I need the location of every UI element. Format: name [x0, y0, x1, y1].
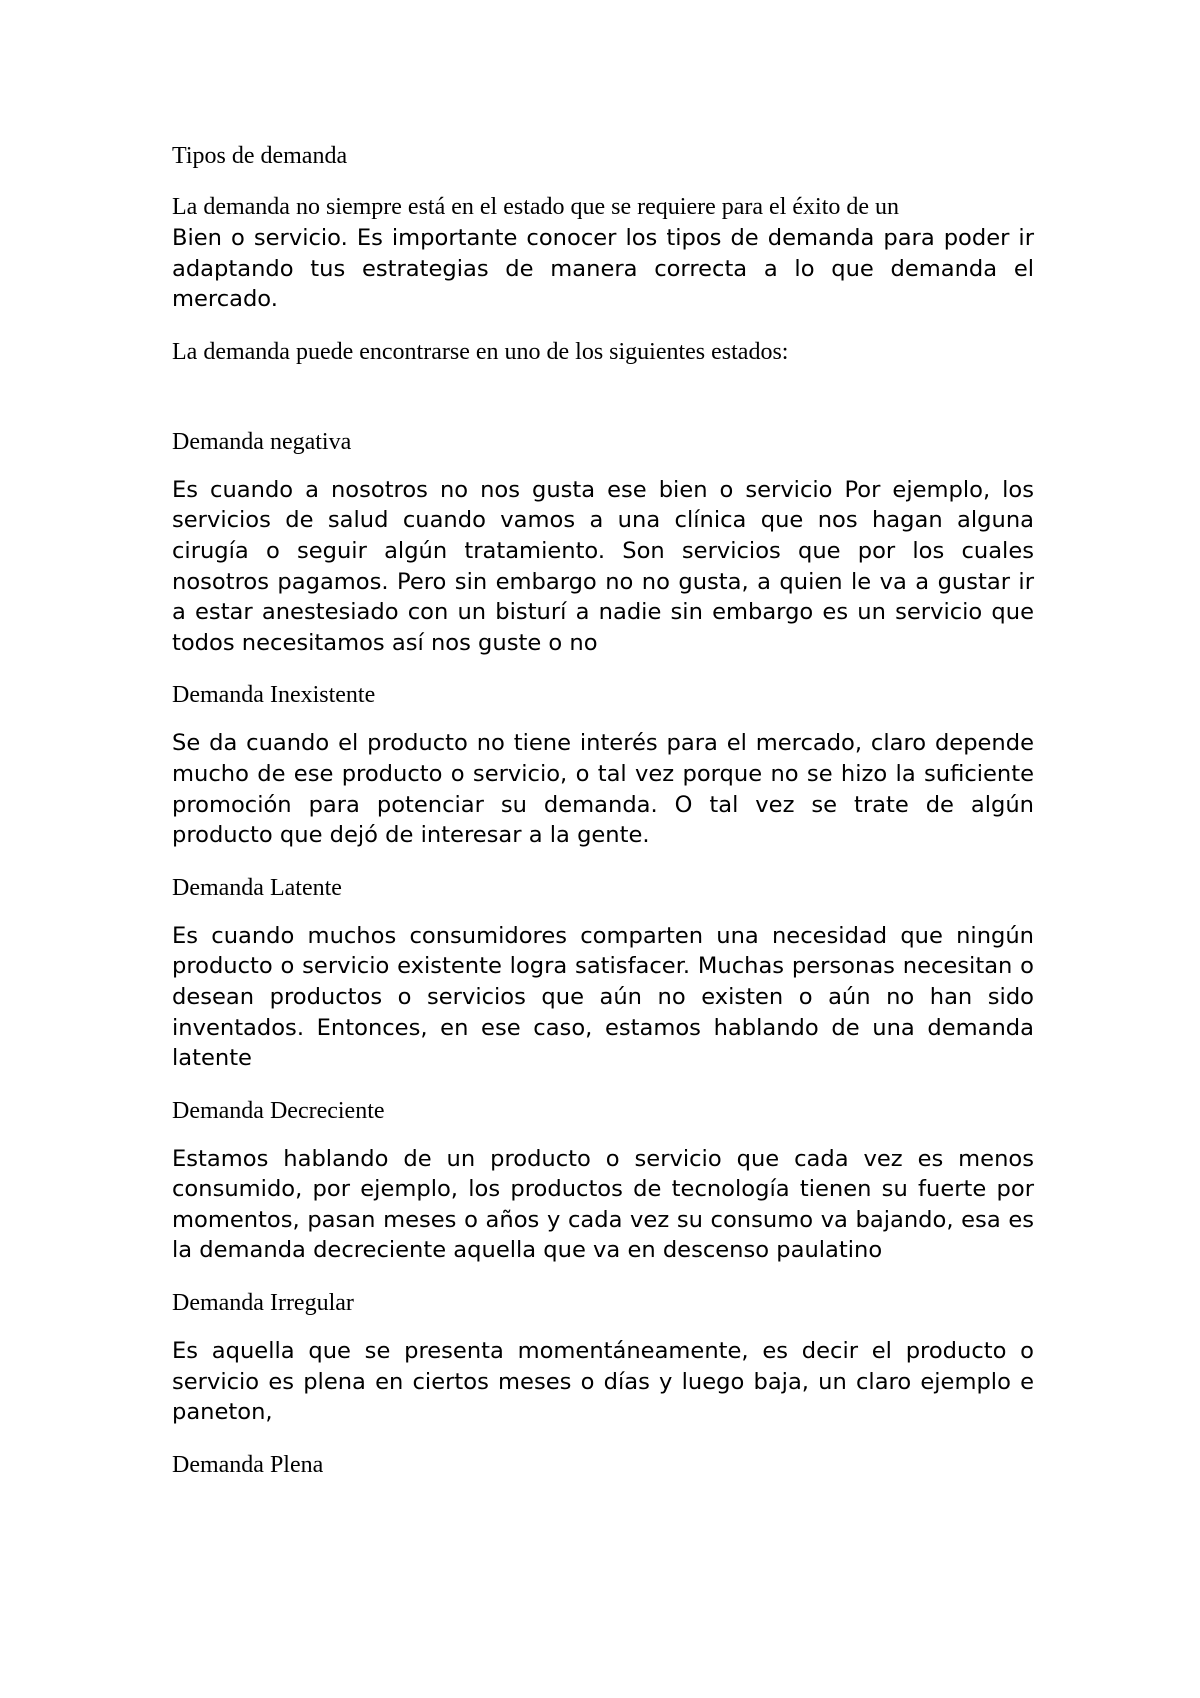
section-body-irregular: Es aquella que se presenta momentáneamente, es decir el producto o servicio es plena en ciertos meses o días y luego baja, un claro ejemplo e paneton, [172, 1338, 1034, 1426]
section-heading-inexistente: Demanda Inexistente [172, 682, 376, 709]
section-body-inexistente: Se da cuando el producto no tiene interés para el mercado, claro depende mucho de ese producto o servicio, o tal vez porque no se hizo la suficiente promoción para potenciar su demanda. O tal vez se trate de algún producto que dejó de interesar a la gente. [172, 730, 1034, 849]
section-body-latente: Es cuando muchos consumidores comparten una necesidad que ningún producto o servicio existente logra satisfacer. Muchas personas necesitan o desean productos o servicios que aún no existen o aún no han sido inventados. Entonces, en ese caso, estamos hablando de una demanda latente [172, 922, 1034, 1072]
section-heading-irregular: Demanda Irregular [172, 1290, 354, 1317]
section-body-negativa: Es cuando a nosotros no nos gusta ese bien o servicio Por ejemplo, los servicios de salud cuando vamos a una clínica que nos hagan alguna cirugía o seguir algún tratamiento. Son servicios que por los cuales nosotros pagamos. Pero sin embargo no no gusta, a quien le va a gustar ir a estar anestesiado con un bisturí a nadie sin embargo es un servicio que todos necesitamos así nos guste o no [172, 476, 1034, 656]
section-heading-latente: Demanda Latente [172, 874, 342, 901]
section-heading-plena: Demanda Plena [172, 1451, 324, 1478]
section-heading-decreciente: Demanda Decreciente [172, 1097, 385, 1124]
section-heading-negativa: Demanda negativa [172, 428, 352, 455]
document-page [172, 140, 1034, 1498]
states-intro: La demanda puede encontrarse en uno de los siguientes estados: [172, 338, 789, 365]
document-title: Tipos de demanda [172, 143, 348, 169]
intro-paragraph: Bien o servicio. Es importante conocer los tipos de demanda para poder ir adaptando tus estrategias de manera correcta a lo que demanda el mercado. [172, 225, 1034, 313]
section-body-decreciente: Estamos hablando de un producto o servicio que cada vez es menos consumido, por ejemplo, los productos de tecnología tienen su fuerte por momentos, pasan meses o años y cada vez su consumo va bajando, esa es la demanda decreciente aquella que va en descenso paulatino [172, 1145, 1034, 1264]
intro-first-line: La demanda no siempre está en el estado que se requiere para el éxito de un [172, 194, 900, 220]
